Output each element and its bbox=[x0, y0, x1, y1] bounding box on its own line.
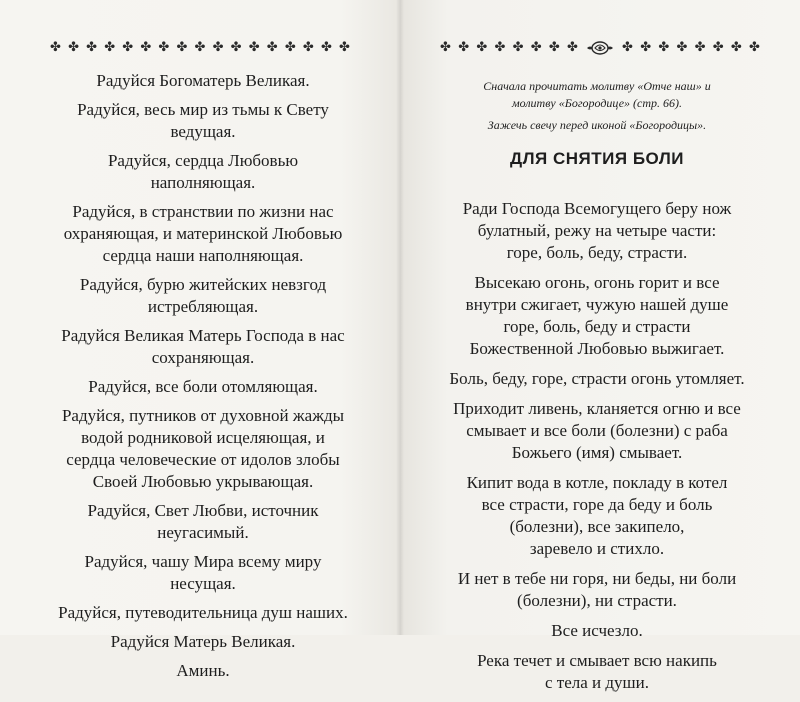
prayer-paragraph-line: Радуйся, сердца Любовью bbox=[107, 151, 299, 170]
prayer-paragraph-line: с тела и души. bbox=[545, 673, 649, 692]
ornament-icon: ✤ bbox=[622, 40, 633, 55]
ornament-icon: ✤ bbox=[104, 40, 116, 55]
prayer-paragraph-line: Все исчезло. bbox=[551, 621, 643, 640]
prayer-paragraph bbox=[436, 650, 758, 694]
ornament-icon: ✤ bbox=[86, 40, 98, 55]
prayer-paragraph bbox=[48, 274, 358, 318]
prayer-paragraph-line: смывает и все боли (болезни) с раба bbox=[466, 421, 728, 440]
prayer-paragraph-line: Радуйся, весь мир из тьмы к Свету bbox=[77, 100, 329, 119]
ornament-icon: ✤ bbox=[640, 40, 652, 55]
ornament-icon: ✤ bbox=[530, 40, 542, 55]
prayer-paragraph bbox=[48, 602, 358, 624]
prayer-paragraph-line: неугасимый. bbox=[157, 523, 249, 542]
ornament-icon: ✤ bbox=[302, 40, 314, 55]
ornament-icon: ✤ bbox=[212, 40, 224, 55]
prayer-paragraph-line: внутри сжигает, чужую нашей душе bbox=[465, 295, 729, 314]
prayer-paragraph-line: Своей Любовью укрывающая. bbox=[92, 472, 314, 491]
prayer-paragraph-line: Ради Господа Всемогущего беру нож bbox=[462, 199, 732, 218]
right-ornament-right-group bbox=[622, 40, 760, 56]
prayer-paragraph bbox=[48, 376, 358, 398]
prayer-paragraph-line: Радуйся, путеводительница душ наших. bbox=[58, 603, 348, 622]
prayer-paragraph-line: Аминь. bbox=[176, 661, 230, 680]
prayer-paragraph-line: Радуйся Богоматерь Великая. bbox=[96, 71, 310, 90]
instruction-paragraph-line: Сначала прочитать молитву «Отче наш» и bbox=[483, 79, 711, 93]
ornament-icon: ✤ bbox=[158, 40, 170, 55]
prayer-paragraph-line: (болезни), все закипело, bbox=[509, 517, 685, 536]
instruction-paragraph bbox=[438, 78, 756, 112]
prayer-paragraph-line: все страсти, горе да беду и боль bbox=[481, 495, 713, 514]
instruction-paragraph bbox=[438, 117, 756, 134]
right-ornament-left-group bbox=[440, 40, 578, 56]
ornament-icon: ✤ bbox=[476, 40, 488, 55]
left-prayer-text bbox=[48, 70, 358, 689]
prayer-paragraph-line: заревело и стихло. bbox=[529, 539, 665, 558]
prayer-paragraph-line: сохраняющая. bbox=[151, 348, 255, 367]
prayer-paragraph-line: Радуйся, все боли отомляющая. bbox=[88, 377, 318, 396]
right-page bbox=[400, 0, 800, 692]
prayer-paragraph-line: Радуйся, чашу Мира всему миру bbox=[84, 552, 322, 571]
ornament-icon: ✤ bbox=[712, 40, 724, 55]
prayer-paragraph-line: горе, боль, беду, страсти. bbox=[506, 243, 688, 262]
ornament-icon: ✤ bbox=[749, 40, 760, 55]
rose-ornament-icon bbox=[585, 40, 615, 56]
prayer-paragraph bbox=[436, 198, 758, 264]
prayer-paragraph-line: И нет в тебе ни горя, ни беды, ни боли bbox=[457, 569, 737, 588]
ornament-icon: ✤ bbox=[694, 40, 706, 55]
prayer-paragraph-line: Божественной Любовью выжигает. bbox=[469, 339, 725, 358]
prayer-paragraph bbox=[48, 500, 358, 544]
prayer-paragraph-line: Радуйся, бурю житейских невзгод bbox=[79, 275, 327, 294]
instruction-paragraph-line: Зажечь свечу перед иконой «Богородицы». bbox=[487, 118, 707, 132]
prayer-paragraph-line: Радуйся, Свет Любви, источник bbox=[87, 501, 319, 520]
prayer-paragraph-line: горе, боль, беду и страсти bbox=[503, 317, 691, 336]
ornament-icon: ✤ bbox=[458, 40, 470, 55]
ornament-icon: ✤ bbox=[248, 40, 260, 55]
ornament-icon: ✤ bbox=[194, 40, 206, 55]
right-ornament-border bbox=[440, 40, 760, 56]
prayer-paragraph-line: Радуйся Великая Матерь Господа в нас bbox=[61, 326, 345, 345]
ornament-icon: ✤ bbox=[440, 40, 451, 55]
ornament-icon: ✤ bbox=[68, 40, 80, 55]
prayer-paragraph bbox=[436, 620, 758, 642]
prayer-paragraph-line: Приходит ливень, кланяется огню и все bbox=[453, 399, 741, 418]
prayer-paragraph bbox=[48, 99, 358, 143]
prayer-paragraph bbox=[48, 551, 358, 595]
ornament-icon: ✤ bbox=[140, 40, 152, 55]
prayer-paragraph bbox=[48, 325, 358, 369]
prayer-paragraph-line: Высекаю огонь, огонь горит и все bbox=[474, 273, 720, 292]
left-ornament-border bbox=[50, 40, 350, 56]
prayer-paragraph-line: водой родниковой исцеляющая, и bbox=[81, 428, 325, 447]
prayer-paragraph bbox=[48, 631, 358, 653]
ornament-icon: ✤ bbox=[494, 40, 506, 55]
ornament-icon: ✤ bbox=[658, 40, 670, 55]
prayer-paragraph-line: Боль, беду, горе, страсти огонь утомляет. bbox=[449, 369, 745, 388]
ornament-icon: ✤ bbox=[176, 40, 188, 55]
prayer-paragraph bbox=[436, 568, 758, 612]
book-gutter bbox=[396, 0, 404, 635]
ornament-icon: ✤ bbox=[676, 40, 688, 55]
instruction-paragraph-line: молитву «Богородице» (стр. 66). bbox=[511, 96, 683, 110]
prayer-paragraph-line: сердца наши наполняющая. bbox=[102, 246, 304, 265]
ornament-icon: ✤ bbox=[320, 40, 332, 55]
prayer-paragraph bbox=[436, 398, 758, 464]
prayer-paragraph-line: истребляющая. bbox=[147, 297, 259, 316]
ornament-icon: ✤ bbox=[567, 40, 578, 55]
prayer-paragraph bbox=[436, 272, 758, 360]
page-title: ДЛЯ СНЯТИЯ БОЛИ bbox=[510, 149, 684, 168]
prayer-paragraph-line: Река течет и смывает всю накипь bbox=[477, 651, 717, 670]
prayer-paragraph bbox=[48, 201, 358, 267]
prayer-paragraph-line: Радуйся Матерь Великая. bbox=[110, 632, 296, 651]
prayer-paragraph bbox=[48, 150, 358, 194]
left-page bbox=[0, 0, 400, 680]
ornament-icon: ✤ bbox=[266, 40, 278, 55]
ornament-icon: ✤ bbox=[730, 40, 742, 55]
prayer-paragraph bbox=[48, 660, 358, 682]
prayer-paragraph-line: Кипит вода в котле, покладу в котел bbox=[466, 473, 728, 492]
prayer-paragraph-line: Радуйся, путников от духовной жажды bbox=[61, 406, 345, 425]
prayer-paragraph bbox=[436, 472, 758, 560]
ornament-icon: ✤ bbox=[230, 40, 242, 55]
prayer-paragraph-line: наполняющая. bbox=[150, 173, 256, 192]
ornament-icon: ✤ bbox=[512, 40, 524, 55]
ornament-icon: ✤ bbox=[284, 40, 296, 55]
prayer-paragraph-line: Божьего (имя) смывает. bbox=[511, 443, 683, 462]
prayer-paragraph-line: охраняющая, и материнской Любовью bbox=[63, 224, 343, 243]
ornament-icon: ✤ bbox=[50, 40, 61, 55]
prayer-paragraph-line: ведущая. bbox=[170, 122, 236, 141]
prayer-paragraph-line: (болезни), ни страсти. bbox=[517, 591, 677, 610]
prayer-paragraph bbox=[436, 368, 758, 390]
ornament-icon: ✤ bbox=[339, 40, 350, 55]
instructions-text bbox=[438, 78, 756, 134]
prayer-paragraph bbox=[48, 70, 358, 92]
right-prayer-text bbox=[436, 198, 758, 702]
ornament-icon: ✤ bbox=[122, 40, 134, 55]
prayer-paragraph-line: сердца человеческие от идолов злобы bbox=[66, 450, 340, 469]
prayer-paragraph-line: несущая. bbox=[170, 574, 236, 593]
prayer-paragraph bbox=[48, 405, 358, 493]
prayer-paragraph-line: Радуйся, в странствии по жизни нас bbox=[72, 202, 334, 221]
prayer-paragraph-line: булатный, режу на четыре части: bbox=[477, 221, 717, 240]
ornament-icon: ✤ bbox=[548, 40, 560, 55]
